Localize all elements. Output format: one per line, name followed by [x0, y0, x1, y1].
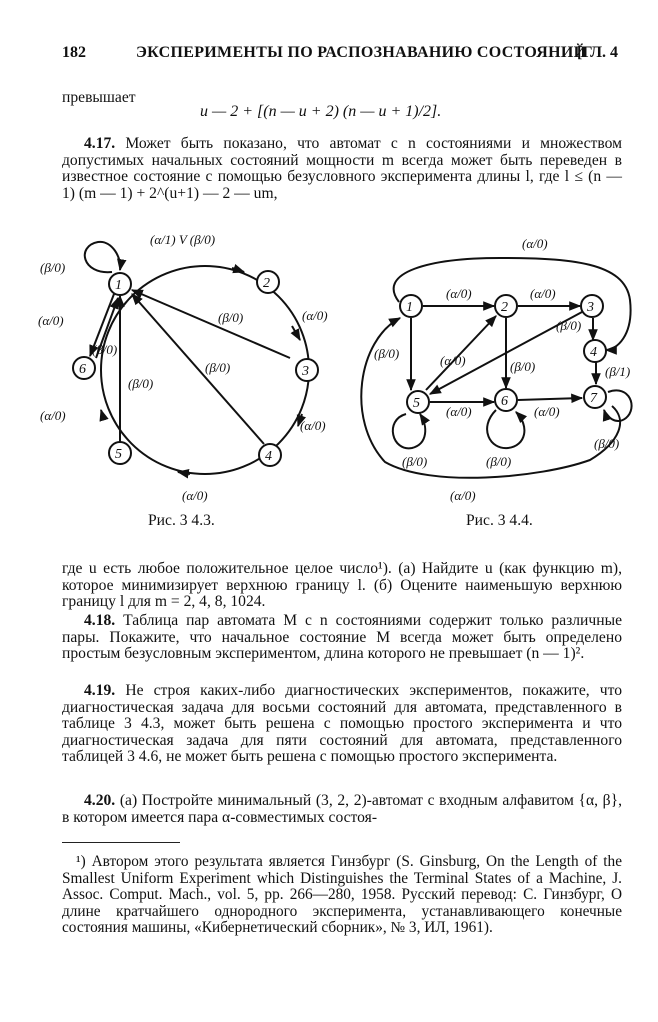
fig44-node-label: 6	[501, 394, 508, 409]
fig43-node-label: 3	[302, 364, 309, 379]
fig44-self-loop-7	[604, 390, 632, 421]
fig44-label: (β/0)	[510, 359, 536, 374]
fig43-node-label: 1	[115, 278, 122, 293]
fig-4-4-caption: Рис. 3 4.4.	[466, 512, 533, 529]
fig43-arrow-5-6	[101, 410, 104, 420]
fig44-label: (α/0)	[530, 286, 556, 301]
fig43-label: (β/0)	[40, 260, 66, 275]
problem-number: 4.19.	[84, 682, 116, 699]
problem-4-20	[62, 793, 622, 826]
fig44-edge-6-7	[518, 398, 582, 400]
fig44-label: (α/0)	[440, 353, 466, 368]
fig43-label: (α/0)	[38, 313, 64, 328]
problem-text: Таблица пар автомата M с n состояниями содержит только различные пары. Покажите, что начальное состояние M всегда может быть определено простым безусловным экспериментом, длина которого не превышает (n — 1)².	[62, 612, 622, 663]
fig43-label: (β/0)	[92, 342, 118, 357]
formula: u — 2 + [(n — u + 2) (n — u + 1)/2].	[200, 103, 442, 120]
fig43-label: (α/0)	[40, 408, 66, 423]
fig44-label: (α/0)	[522, 236, 548, 251]
fig44-label: (β/0)	[556, 318, 582, 333]
fig-4-3-caption: Рис. 3 4.3.	[148, 512, 215, 529]
problem-4-18	[62, 613, 622, 663]
problem-text: (а) Постройте минимальный (3, 2, 2)-автомат с входным алфавитом {α, β}, в котором имеется пара α-совместимых состоя-	[62, 792, 622, 826]
fig44-label: (α/0)	[446, 404, 472, 419]
running-title: ЭКСПЕРИМЕНТЫ ПО РАСПОЗНАВАНИЮ СОСТОЯНИЙ	[136, 44, 587, 61]
fig43-self-loop-1	[85, 242, 120, 272]
fig44-node-label: 2	[501, 300, 508, 315]
fig44-label: (β/0)	[402, 454, 428, 469]
fig44-label: (α/0)	[534, 404, 560, 419]
problem-text: Не строя каких-либо диагностических экспериментов, покажите, что диагностическая задача для восьми состояний для автомата, представленного в таблице 3 4.3, может быть решена с помощью простого эксперимента и что диагностическая задача для пяти состояний для автомата, представленного таблицей 3 4.6, не может быть решена с помощью простого эксперимента.	[62, 682, 622, 766]
problem-number: 4.17.	[84, 135, 116, 152]
fig43-edge-3-1	[132, 290, 290, 358]
fig43-label: (β/0)	[218, 310, 244, 325]
fig44-node-label: 5	[413, 396, 420, 411]
fig43-label: (β/0)	[128, 376, 154, 391]
problem-4-19	[62, 683, 622, 766]
page-number: 182	[62, 44, 86, 61]
fig43-node-label: 5	[115, 447, 122, 462]
fig43-label: (β/0)	[205, 360, 231, 375]
fig43-node-label: 2	[263, 276, 270, 291]
footnote-rule	[62, 842, 180, 843]
fig44-label: (β/0)	[486, 454, 512, 469]
fig43-node-label: 6	[79, 362, 86, 377]
fig43-arrow-2-3	[292, 326, 300, 340]
fig44-node-label: 1	[406, 300, 413, 315]
fig43-label: (α/1) V (β/0)	[150, 232, 216, 247]
fig43-node-label: 4	[265, 449, 272, 464]
fig44-label: (β/0)	[594, 436, 620, 451]
fig43-edge-4-1	[132, 294, 264, 444]
after-figures-text: где u есть любое положительное целое число¹). (а) Найдите u (как функцию m), которое минимизирует верхнюю границу l. (б) Оцените наименьшую верхнюю границу l для m = 2, 4, 8, 1024.	[62, 560, 622, 611]
fig44-label: (β/0)	[374, 346, 400, 361]
intro-line: превышает	[62, 89, 136, 106]
fig44-self-loop-5	[393, 414, 425, 448]
fig44-node-label: 7	[590, 391, 597, 406]
fig44-node-label: 3	[587, 300, 594, 315]
problem-number: 4.20.	[84, 792, 116, 809]
problem-text: Может быть показано, что автомат с n состояниями и множеством допустимых начальных состояний мощности m всегда может быть переведен в известное состояние с помощью безусловного эксперимента длины l, где l ≤ (n — 1) (m — 1) + 2^(u+1) — 2 — um,	[62, 135, 622, 202]
fig44-label: (β/1)	[605, 364, 631, 379]
fig43-label: (α/0)	[182, 488, 208, 503]
fig44-label: (α/0)	[446, 286, 472, 301]
chapter-marker: [ГЛ. 4	[576, 44, 618, 61]
fig44-self-loop-6	[487, 410, 524, 448]
fig44-node-label: 4	[590, 345, 597, 360]
figure-4-4	[361, 258, 631, 478]
fig43-label: (α/0)	[302, 308, 328, 323]
problem-number: 4.18.	[84, 612, 116, 629]
fig44-edge-labels	[374, 236, 630, 503]
fig44-label: (α/0)	[450, 488, 476, 503]
fig43-label: (α/0)	[300, 418, 326, 433]
footnote: ¹) Автором этого результата является Гинзбург (S. Ginsburg, On the Length of the Smallest Uniform Experiment which Distinguishes the Terminal States of a Machine, J. Assoc. Comput. Mach., vol. 5, pp. 266—280, 1958. Русский перевод: С. Гинзбург, О длине кратчайшего однородного эксперимента, устанавливающего конечные состояния машины, «Кибернетический сборник», № 3, ИЛ, 1961).	[62, 853, 622, 937]
